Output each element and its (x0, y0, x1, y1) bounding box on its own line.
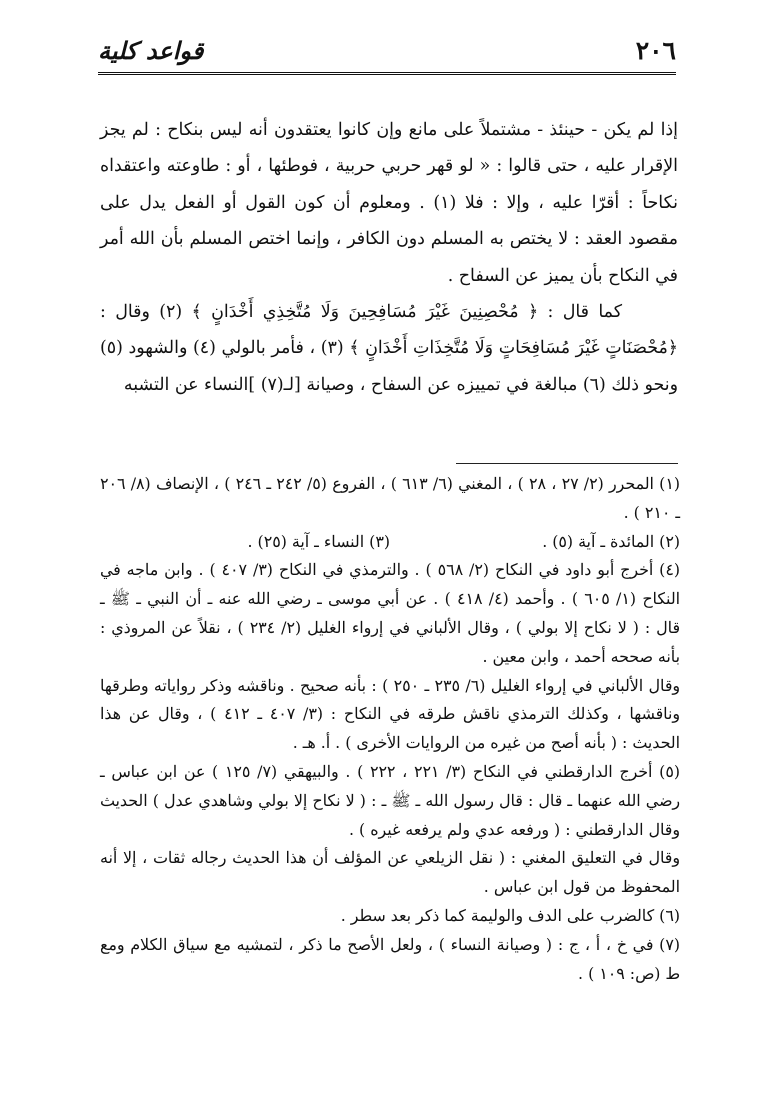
paragraph: كما قال : ﴿ مُحْصِنِينَ غَيْرَ مُسَافِحِينَ وَلَا مُتَّخِذِي أَخْدَانٍ ﴾ (٢) وقال : ﴿مُحْصَنَاتٍ غَيْرَ مُسَافِحَاتٍ وَلَا مُتَّخِذَاتِ أَخْدَانٍ ﴾ (٣) ، فأمر بالولي (٤) والشهود (٥) ونحو ذلك (٦) مبالغة في تمييزه عن السفاح ، وصيانة [لـ(٧) ]النساء عن التشبه (100, 302, 678, 395)
book-title: قواعد كلية (98, 36, 204, 65)
page-header (98, 36, 676, 70)
main-text (100, 112, 678, 403)
paragraph: إذا لم يكن - حينئذ - مشتملاً على مانع وإن كانوا يعتقدون أنه ليس بنكاح : لم يجز الإقرار عليه ، حتى قالوا : « لو قهر حربي حربية ، فوطئها ، أو : طاوعته واعتقداه نكاحاً : أقرّا عليه ، وإلا : فلا (١) . ومعلوم أن كون القول أو الفعل يدل على مقصود العقد : لا يختص به المسلم دون الكافر ، وإنما اختص المسلم بأن الله أمر في النكاح بأن يميز عن السفاح . (100, 120, 679, 286)
footnote-4-continued: وقال الألباني في إرواء الغليل (٦/ ٢٣٥ ـ ٢٥٠ ) : بأنه صحيح . وناقشه وذكر رواياته وطرقها وناقشها ، وكذلك الترمذي ناقش طرقه في النكاح : (٣/ ٤٠٧ ـ ٤١٢ ) ، وقال عن هذا الحديث : ( بأنه أصح من غيره من الروايات الأخرى ) . أ. هـ . (100, 675, 681, 753)
footnote-3: (٣) النساء ـ آية (٢٥) . (247, 531, 390, 551)
footnotes (100, 470, 680, 988)
footnote-5: (٥) أخرج الدارقطني في النكاح (٣/ ٢٢١ ، ٢٢٢ ) . والبيهقي (٧/ ١٢٥ ) عن ابن عباس ـ رضي الله عنهما ـ قال : قال رسول الله ـ ﷺ ـ : ( لا نكاح إلا بولي وشاهدي عدل ) الحديث وقال الدارقطني : ( ورفعه عدي ولم يرفعه غيره ) . (100, 761, 680, 839)
footnote-1: (١) المحرر (٢/ ٢٧ ، ٢٨ ) ، المغني (٦/ ٦١٣ ) ، الفروع (٥/ ٢٤٢ ـ ٢٤٦ ) ، الإنصاف (٨/ ٢٠٦ ـ ٢١٠ ) . (100, 474, 681, 522)
header-rule (98, 72, 676, 75)
footnote-7: (٧) في خ ، أ ، ج : ( وصيانة النساء ) ، ولعل الأصح ما ذكر ، لتمشيه مع سياق الكلام ومع ط (ص: ١٠٩ ) . (100, 934, 680, 983)
footnote-6: (٦) كالضرب على الدف والوليمة كما ذكر بعد سطر . (340, 905, 680, 925)
footnote-2: (٢) المائدة ـ آية (٥) . (542, 531, 680, 551)
page-number: ٢٠٦ (635, 36, 676, 65)
footnote-4: (٤) أخرج أبو داود في النكاح (٢/ ٥٦٨ ) . والترمذي في النكاح (٣/ ٤٠٧ ) . وابن ماجه في النكاح (١/ ٦٠٥ ) . وأحمد (٤/ ٤١٨ ) . عن أبي موسى ـ رضي الله عنه ـ أن النبي ـ ﷺ ـ قال : ( لا نكاح إلا بولي ) ، وقال الألباني في إرواء الغليل (٢/ ٢٣٤ ) ، نقلاً عن المروذي : بأنه صححه أحمد ، وابن معين . (100, 560, 681, 666)
footnote-5-continued: وقال في التعليق المغني : ( نقل الزيلعي عن المؤلف أن هذا الحديث رجاله ثقات ، إلا أنه المحفوظ من قول ابن عباس . (100, 848, 680, 897)
footnote-separator (456, 463, 678, 464)
footnote-row-2-3 (100, 528, 680, 557)
